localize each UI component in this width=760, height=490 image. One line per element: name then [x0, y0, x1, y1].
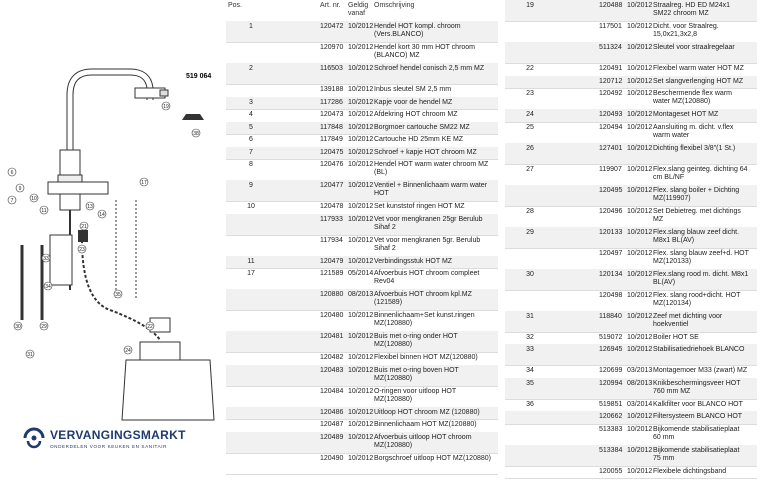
table-row	[505, 76, 757, 90]
table-row	[505, 424, 757, 446]
row-date: 10/2012	[627, 90, 653, 97]
table-row	[505, 109, 757, 123]
row-art-nr: 120490	[320, 454, 344, 462]
row-pos: 24	[526, 111, 534, 118]
row-date: 10/2012	[627, 165, 653, 173]
callout-33: 33	[43, 256, 49, 262]
callout-11: 11	[41, 208, 47, 214]
row-art-nr: 117934	[320, 236, 343, 244]
row-pos: 29	[526, 228, 534, 236]
header-omschrijving: Omschrijving	[374, 2, 415, 9]
row-date: 10/2012	[348, 257, 374, 265]
spout-shape	[70, 72, 150, 150]
table-row	[505, 63, 757, 77]
table-header-row	[226, 0, 498, 22]
row-art-nr: 120475	[320, 148, 344, 156]
row-pos: 33	[526, 346, 534, 353]
table-row	[226, 453, 498, 475]
row-date: 10/2012	[348, 354, 374, 361]
table-row	[226, 134, 498, 148]
table-row	[226, 235, 498, 257]
row-date: 10/2012	[348, 111, 374, 118]
table-row	[226, 84, 498, 98]
row-art-nr: 120480	[320, 312, 344, 319]
row-art-nr: 127401	[599, 144, 623, 152]
row-date: 10/2012	[348, 65, 374, 72]
callout-19: 19	[163, 104, 169, 110]
row-pos: 3	[249, 98, 253, 106]
row-description: Flex. slang rood+dicht. HOT MZ(120134)	[653, 291, 741, 307]
table-row	[505, 365, 757, 379]
row-pos: 6	[249, 136, 253, 143]
row-pos: 7	[249, 148, 253, 156]
row-date: 10/2012	[627, 207, 653, 215]
row-art-nr: 120493	[599, 111, 623, 118]
row-art-nr: 120482	[320, 354, 344, 361]
table-row	[505, 332, 757, 346]
row-art-nr: 118840	[599, 312, 622, 320]
row-date: 10/2012	[348, 182, 374, 189]
row-date: 10/2012	[348, 98, 374, 106]
table-row	[505, 42, 757, 64]
callout-30: 30	[15, 324, 21, 330]
row-description: Hendel HOT warm water chroom MZ (BL)	[374, 161, 489, 176]
row-pos: 1	[249, 23, 253, 30]
row-date: 10/2012	[348, 203, 374, 210]
table-row	[226, 201, 498, 215]
row-description: Afvoerbuis uitloop HOT chroom MZ(120880)	[374, 433, 472, 449]
callout-13: 13	[87, 204, 93, 210]
row-description: Flex. slang blauw zeef+d. HOT MZ(120133)	[653, 249, 749, 265]
row-pos: 35	[526, 379, 534, 387]
row-art-nr: 120496	[599, 207, 623, 215]
row-description: Bijkomende stabilisatieplaat 75 mm	[653, 446, 740, 462]
row-description: Hendel kort 30 mm HOT chroom (BLANCO) MZ	[374, 44, 476, 59]
row-pos: 23	[526, 90, 534, 97]
row-art-nr: 120478	[320, 203, 344, 210]
table-row	[226, 63, 498, 85]
row-date: 10/2012	[627, 228, 653, 236]
callout-10: 10	[31, 196, 37, 202]
row-description: Schroef + kapje HOT chroom MZ	[374, 148, 477, 156]
row-date: 10/2012	[627, 2, 653, 9]
row-description: Uitloop HOT chroom MZ (120880)	[374, 408, 480, 416]
row-art-nr: 120712	[599, 77, 623, 85]
row-pos: 9	[249, 182, 253, 189]
row-date: 10/2012	[348, 86, 374, 93]
row-description: O-ringen voor uitloop HOT MZ(120880)	[374, 387, 456, 403]
row-description: Bijkomende stabilisatieplaat 60 mm	[653, 425, 740, 441]
row-art-nr: 116503	[320, 65, 343, 72]
row-art-nr: 117848	[320, 123, 343, 131]
row-art-nr: 117849	[320, 136, 343, 143]
row-pos: 19	[526, 2, 534, 9]
row-date: 03/2013	[627, 367, 653, 374]
row-date: 10/2012	[348, 421, 374, 428]
row-art-nr: 120970	[320, 44, 344, 51]
row-date: 10/2012	[348, 123, 374, 131]
row-pos: 17	[247, 270, 255, 277]
row-date: 10/2012	[348, 136, 374, 143]
table-row	[226, 159, 498, 181]
table-row	[505, 88, 757, 110]
callout-23: 23	[79, 247, 85, 253]
row-date: 10/2012	[348, 23, 374, 30]
row-art-nr: 117933	[320, 215, 343, 223]
row-description: Buis met o-ring boven HOT MZ(120880)	[374, 366, 459, 382]
row-description: Vet voor mengkranen 5gr. Berulub Sihaf 2	[374, 236, 481, 252]
table-row	[505, 378, 757, 400]
row-art-nr: 139188	[320, 86, 344, 93]
row-description: Set kunststof ringen HOT MZ	[374, 203, 465, 210]
row-description: Montageset HOT MZ	[653, 111, 719, 118]
row-date: 10/2012	[627, 77, 653, 85]
row-art-nr: 120484	[320, 387, 344, 395]
callout-9: 9	[18, 186, 22, 192]
row-art-nr: 120492	[599, 90, 623, 97]
table-row	[226, 109, 498, 123]
row-art-nr: 120495	[599, 186, 623, 194]
table-row	[505, 206, 757, 228]
row-art-nr: 513384	[599, 446, 623, 454]
callout-35: 35	[115, 292, 121, 298]
row-description: Straalreg. HD ED M24x1 SM22 chroom MZ	[653, 2, 731, 17]
table-row	[505, 21, 757, 43]
table-row	[226, 214, 498, 236]
table-row	[226, 42, 498, 64]
table-row	[505, 311, 757, 333]
row-art-nr: 120491	[599, 65, 623, 72]
row-date: 03/2014	[627, 400, 653, 408]
table-row	[226, 310, 498, 332]
row-pos: 32	[526, 333, 534, 341]
row-description: Borgschroef uitloop HOT MZ(120880)	[374, 454, 491, 462]
row-description: Dichting flexibel 3/8"(1 St.)	[653, 144, 736, 152]
row-description: Afvoerbuis HOT chroom kpl.MZ (121589)	[374, 291, 472, 306]
table-row	[226, 365, 498, 387]
row-pos: 28	[526, 207, 534, 215]
row-description: Beschermende flex warm water MZ(120880)	[653, 90, 732, 105]
row-art-nr: 519851	[599, 400, 623, 408]
row-description: Vet voor mengkranen 25gr Berulub Sihaf 2	[374, 215, 483, 231]
row-pos: 11	[247, 257, 255, 265]
row-description: Ventiel + Binnenlichaam warm water HOT	[374, 182, 488, 197]
row-description: Flex.slang geinteg. dichting 64 cm BL/NF	[653, 165, 748, 181]
row-date: 10/2012	[348, 148, 374, 156]
diagram-part-number: 519 064	[186, 73, 212, 80]
table-row	[226, 180, 498, 202]
row-date: 05/2014	[348, 270, 374, 277]
row-description: Set slangverlenging HOT MZ	[653, 77, 744, 85]
row-description: Inbus sleutel SM 2,5 mm	[374, 86, 452, 93]
row-description: Flexibel binnen HOT MZ(120880)	[374, 354, 478, 361]
row-art-nr: 511324	[599, 44, 622, 51]
header-pos: Pos.	[228, 2, 243, 9]
row-description: Binnenlichaam HOT MZ(120880)	[374, 421, 477, 428]
row-pos: 26	[526, 144, 534, 152]
row-pos: 31	[526, 312, 534, 320]
table-row	[505, 399, 757, 413]
row-date: 10/2012	[348, 236, 374, 244]
row-description: Schroef hendel conisch 2,5 mm MZ	[374, 65, 485, 72]
row-description: Flex. slang boiler + Dichting MZ(119907)	[653, 186, 740, 202]
table-row	[226, 407, 498, 421]
row-date: 10/2012	[348, 215, 374, 223]
table-row	[226, 419, 498, 433]
table-row	[505, 248, 757, 270]
row-art-nr: 120473	[320, 111, 344, 118]
row-description: Zeef met dichting voor hoekventiel	[653, 312, 723, 328]
table-row	[226, 256, 498, 270]
row-description: Flexibele dichtingsband	[653, 467, 727, 475]
row-description: Borgmoer cartouche SM22 MZ	[374, 123, 470, 131]
row-art-nr: 120487	[320, 421, 344, 428]
row-art-nr: 120488	[599, 2, 623, 9]
table-row	[226, 21, 498, 43]
row-description: Boiler HOT SE	[653, 333, 699, 341]
table-row	[505, 143, 757, 165]
row-art-nr: 120055	[599, 467, 623, 475]
row-art-nr: 120483	[320, 366, 344, 374]
row-date: 10/2012	[348, 366, 374, 374]
row-art-nr: 120489	[320, 433, 344, 441]
row-description: Binnenlichaam+Set kunst.ringen MZ(120880)	[374, 312, 475, 327]
row-date: 08/2013	[627, 379, 653, 387]
callout-21: 21	[81, 224, 87, 230]
row-description: Stabilisatiedriehoek BLANCO	[653, 346, 745, 353]
boiler-shape	[122, 360, 214, 420]
table-row	[505, 0, 757, 22]
row-art-nr: 120476	[320, 161, 344, 168]
row-date: 10/2012	[627, 312, 653, 320]
row-description: Afvoerbuis HOT chroom compleet Rev04	[374, 270, 480, 285]
row-art-nr: 119907	[599, 165, 622, 173]
callout-38: 38	[193, 131, 199, 137]
table-row	[226, 122, 498, 136]
row-pos: 10	[247, 203, 255, 210]
row-date: 10/2012	[348, 433, 374, 441]
row-description: Montagemoer M33 (zwart) MZ	[653, 367, 748, 374]
row-description: Buis met o-ring onder HOT MZ(120880)	[374, 333, 458, 348]
table-row	[505, 122, 757, 144]
row-date: 10/2012	[627, 346, 653, 353]
brand-logo	[22, 424, 222, 454]
row-pos: 8	[249, 161, 253, 168]
row-art-nr: 120699	[599, 367, 623, 374]
callout-17: 17	[141, 180, 147, 186]
table-row	[505, 344, 757, 366]
row-description: Knikbeschermingsveer HOT 760 mm MZ	[653, 379, 741, 395]
table-row	[226, 147, 498, 161]
row-description: Flexibel warm water HOT MZ	[653, 65, 744, 72]
row-date: 10/2012	[627, 467, 653, 475]
row-date: 10/2012	[627, 413, 653, 420]
table-row	[505, 445, 757, 467]
row-description: Cartouche HD 25mm KE MZ	[374, 136, 464, 143]
row-description: Flex.slang rood m. dicht. M8x1 BL(AV)	[653, 270, 749, 286]
table-row	[226, 331, 498, 353]
row-pos: 5	[249, 123, 253, 131]
row-pos: 25	[526, 123, 534, 131]
row-description: Kapje voor de hendel MZ	[374, 98, 453, 106]
row-description: Sleutel voor straalregelaar	[653, 44, 735, 51]
brand-swirl-icon	[22, 426, 46, 450]
row-pos: 4	[249, 111, 253, 118]
row-description: Kalkfilter voor BLANCO HOT	[653, 400, 743, 408]
table-row	[226, 386, 498, 408]
row-art-nr: 120498	[599, 291, 623, 299]
table-row	[226, 289, 498, 311]
header-art-nr: Art. nr.	[320, 2, 341, 9]
row-date: 08/2013	[348, 291, 374, 298]
row-art-nr: 120880	[320, 291, 344, 298]
callout-14: 14	[99, 212, 105, 218]
brand-name: VERVANGINGSMARKT	[50, 428, 186, 442]
row-date: 10/2012	[348, 161, 374, 168]
row-description: Aansluiting m. dicht. v.flex warm water	[653, 123, 734, 139]
table-row	[505, 269, 757, 291]
row-description: Dicht. voor Straalreg. 15,0x21,3x2,8	[653, 23, 719, 38]
row-art-nr: 120479	[320, 257, 344, 265]
row-date: 10/2012	[348, 408, 374, 416]
row-pos: 34	[526, 367, 534, 374]
row-date: 10/2012	[348, 333, 374, 340]
callout-34: 34	[45, 284, 51, 290]
row-date: 10/2012	[348, 454, 374, 462]
callout-31: 31	[27, 352, 33, 358]
row-art-nr: 513383	[599, 425, 623, 433]
table-row	[505, 290, 757, 312]
row-art-nr: 120494	[599, 123, 623, 131]
row-date: 10/2012	[348, 312, 374, 319]
row-pos: 2	[249, 65, 253, 72]
row-date: 10/2012	[627, 446, 653, 454]
row-date: 10/2012	[627, 291, 653, 299]
header-geldig-vanaf: Geldig vanaf	[348, 2, 369, 17]
row-description: Verbindingsstuk HOT MZ	[374, 257, 453, 265]
table-row	[226, 97, 498, 111]
table-row	[226, 352, 498, 366]
callout-29: 29	[41, 324, 47, 330]
row-art-nr: 120994	[599, 379, 623, 387]
row-art-nr: 120477	[320, 182, 344, 189]
row-description: Set Debietreg. met dichtings MZ	[653, 207, 741, 223]
row-pos: 30	[526, 270, 534, 278]
callout-24: 24	[125, 348, 131, 354]
row-art-nr: 117501	[599, 23, 622, 30]
row-date: 10/2012	[627, 111, 653, 118]
exploded-view-diagram	[0, 0, 222, 490]
row-art-nr: 117286	[320, 98, 343, 106]
row-date: 10/2012	[627, 23, 653, 30]
brand-tagline: ONDERDELEN VOOR KEUKEN EN SANITAIR	[50, 444, 168, 449]
row-date: 10/2012	[627, 186, 653, 194]
row-date: 10/2012	[627, 65, 653, 72]
row-art-nr: 120133	[599, 228, 623, 236]
row-date: 10/2012	[627, 270, 653, 278]
row-art-nr: 126945	[599, 346, 623, 353]
table-row	[505, 164, 757, 186]
callout-7: 7	[10, 198, 14, 204]
table-row	[505, 185, 757, 207]
row-date: 10/2012	[627, 123, 653, 131]
row-date: 10/2012	[627, 249, 653, 257]
table-row	[226, 432, 498, 454]
callout-6: 6	[10, 170, 14, 176]
table-row	[505, 411, 757, 425]
row-description: Afdekring HOT chroom MZ	[374, 111, 458, 118]
table-row	[505, 466, 757, 480]
row-art-nr: 120481	[320, 333, 344, 340]
row-pos: 27	[526, 165, 534, 173]
row-art-nr: 519072	[599, 333, 623, 341]
row-description: Flex.slang blauw zeef dicht. M8x1 BL(AV)	[653, 228, 739, 244]
row-art-nr: 120662	[599, 413, 623, 420]
row-pos: 36	[526, 400, 534, 408]
row-date: 10/2012	[627, 144, 653, 152]
row-description: Hendel HOT kompl. chroom (Vers.BLANCO)	[374, 23, 461, 38]
callout-22: 22	[147, 324, 153, 330]
row-date: 10/2012	[627, 44, 653, 51]
row-art-nr: 120497	[599, 249, 623, 257]
row-description: Filtersysteem BLANCO HOT	[653, 413, 743, 420]
table-row	[226, 268, 498, 290]
row-date: 10/2012	[627, 333, 653, 341]
row-art-nr: 120472	[320, 23, 344, 30]
row-pos: 22	[526, 65, 534, 72]
row-date: 10/2012	[348, 44, 374, 51]
row-date: 10/2012	[627, 425, 653, 433]
row-art-nr: 120486	[320, 408, 344, 416]
row-art-nr: 121589	[320, 270, 344, 277]
table-row	[505, 227, 757, 249]
row-art-nr: 120134	[599, 270, 623, 278]
row-date: 10/2012	[348, 387, 374, 395]
